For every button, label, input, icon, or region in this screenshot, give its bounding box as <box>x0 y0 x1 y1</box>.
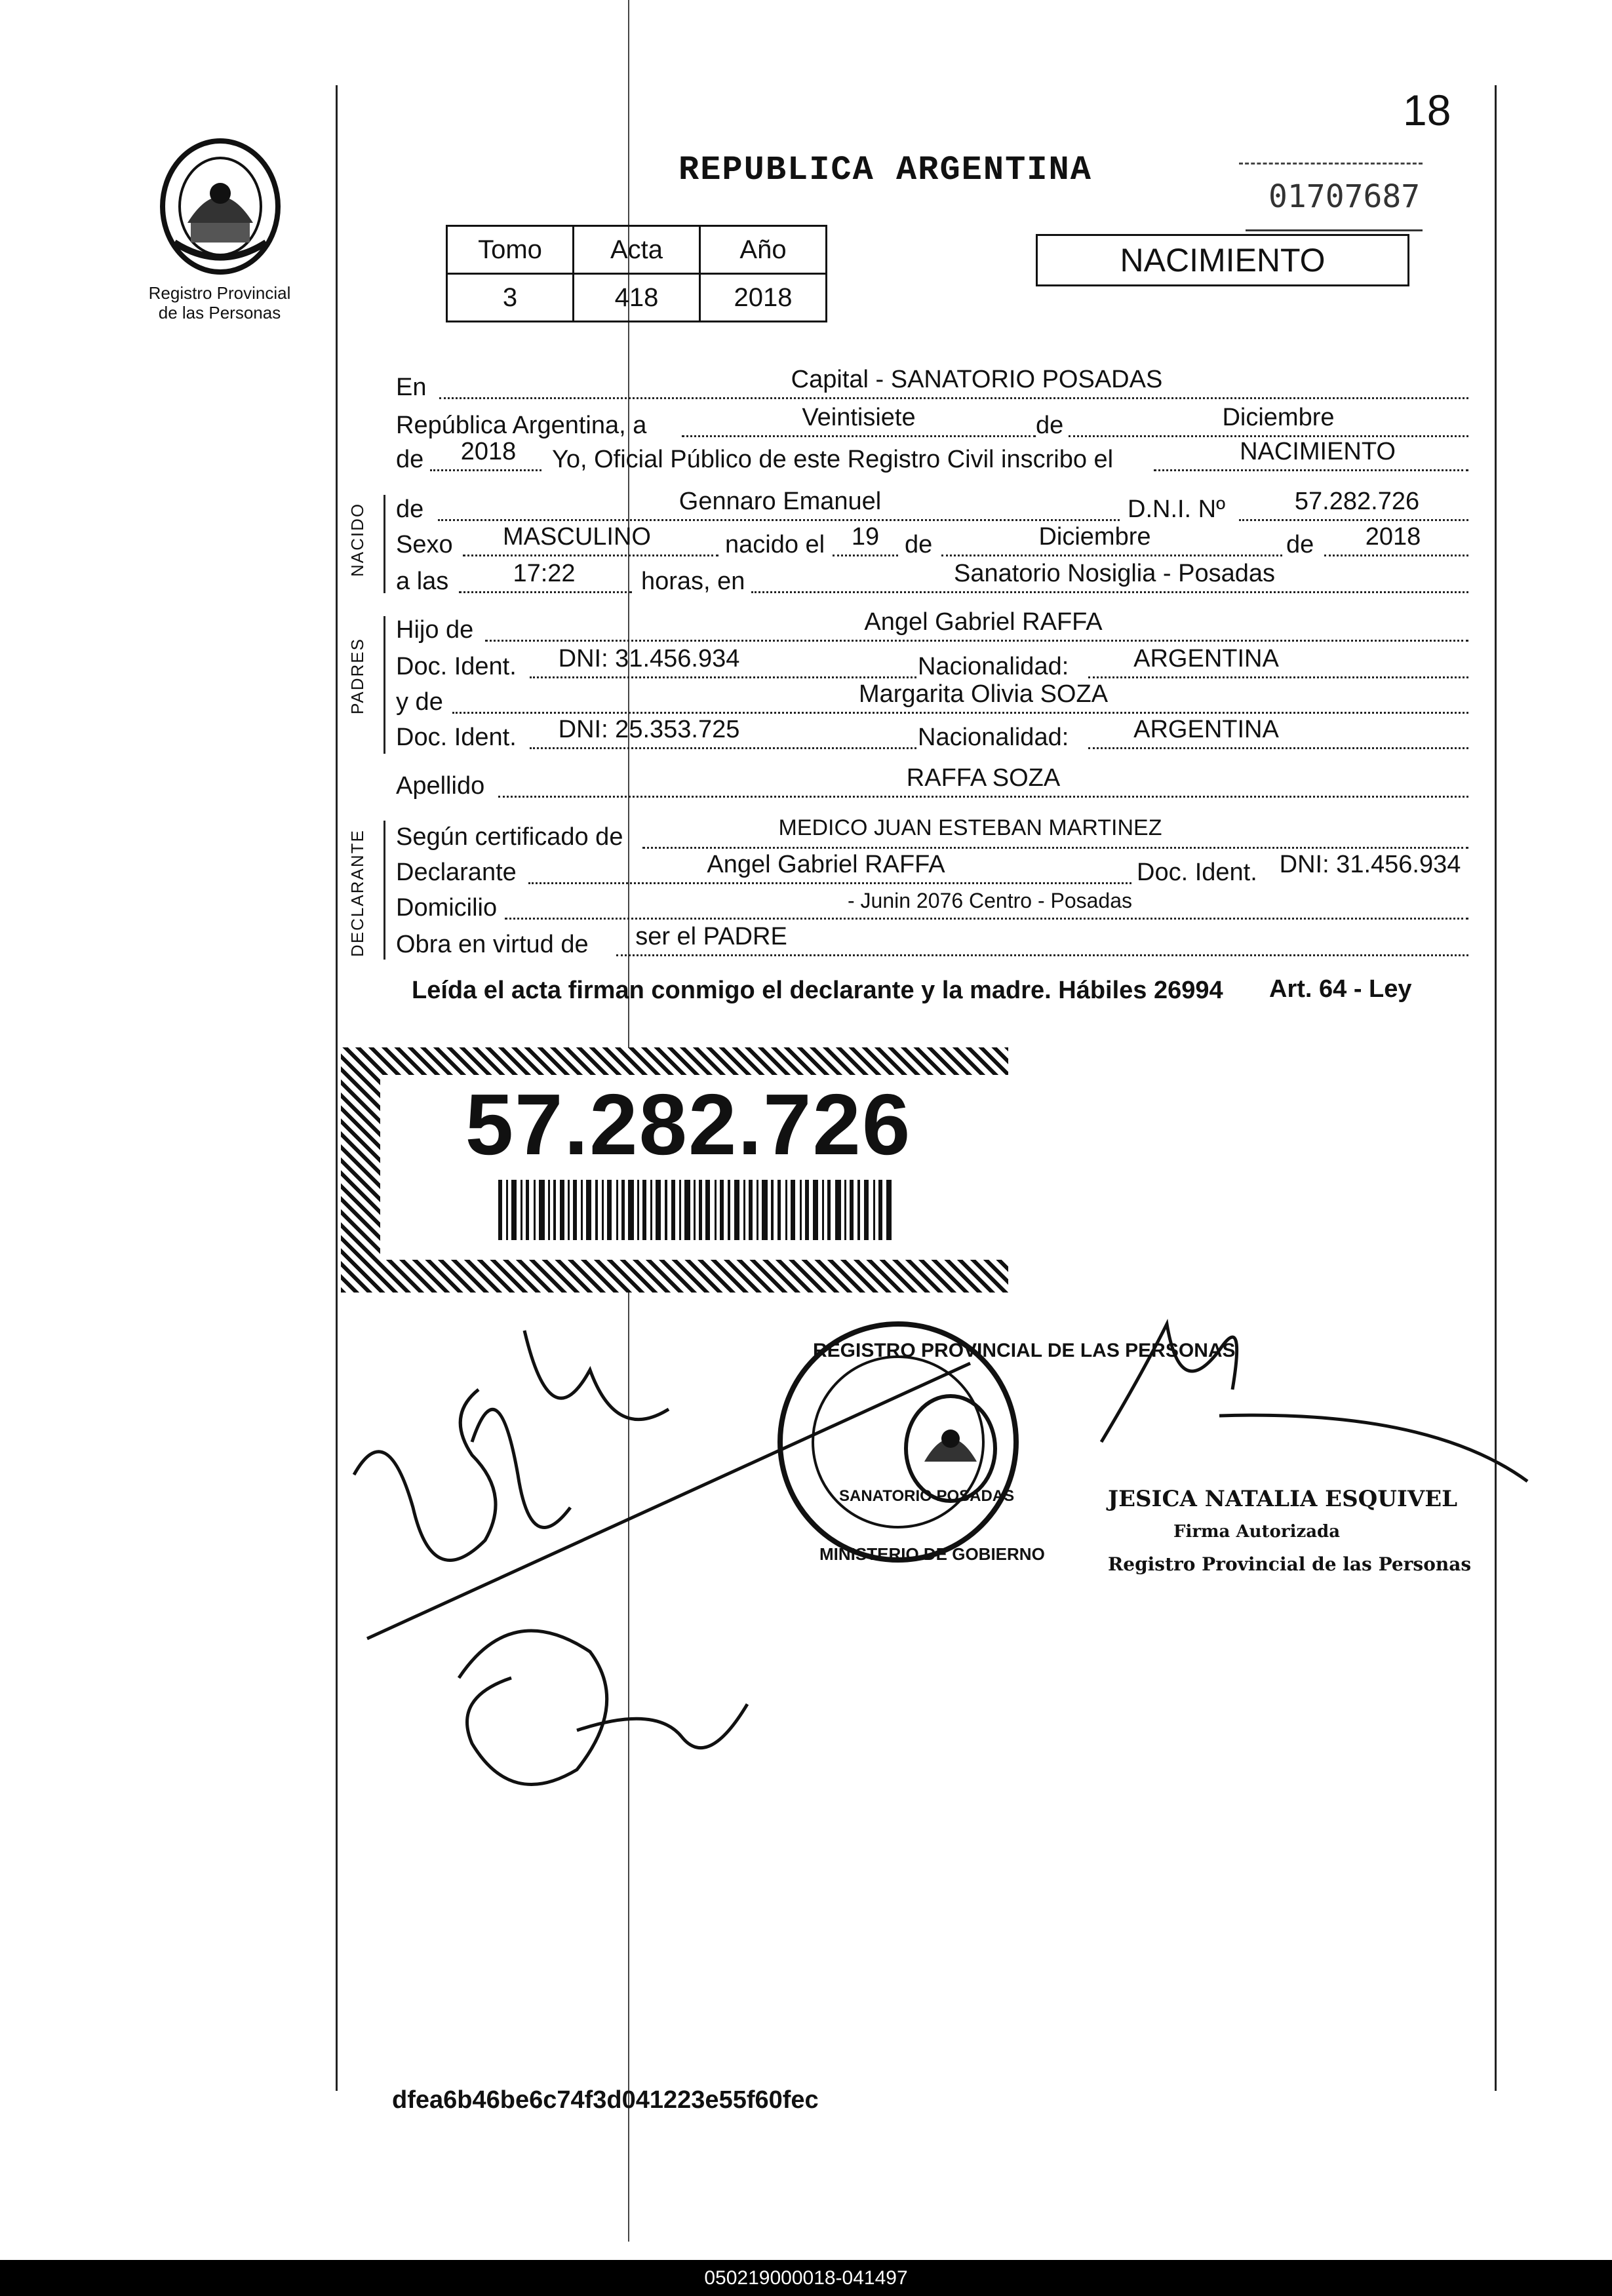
dots-obra <box>616 954 1468 956</box>
register-value-acta: 418 <box>574 274 700 322</box>
label-yo-oficial: Yo, Oficial Público de este Registro Civil inscribo el <box>552 446 1114 473</box>
label-de-nombre: de <box>396 496 424 523</box>
register-value-anio: 2018 <box>700 274 827 322</box>
register-value-tomo: 3 <box>447 274 574 322</box>
value-mes-nacimiento: Diciembre <box>1038 523 1151 551</box>
value-madre-nacionalidad: ARGENTINA <box>1133 716 1279 743</box>
dots-domicilio <box>505 918 1468 920</box>
official-role: Firma Autorizada <box>1173 1522 1341 1542</box>
label-sexo: Sexo <box>396 531 453 558</box>
barcode-icon <box>498 1180 892 1240</box>
official-block <box>1108 1483 1471 1581</box>
value-nombre: Gennaro Emanuel <box>678 488 882 515</box>
country-title: REPUBLICA ARGENTINA <box>678 151 1092 189</box>
label-nacido-el: nacido el <box>725 531 825 558</box>
nacido-bracket <box>383 495 385 593</box>
value-madre-doc: DNI: 25.353.725 <box>558 716 740 743</box>
dots-apellido <box>498 796 1468 798</box>
dots-en <box>439 397 1468 399</box>
value-sexo: MASCULINO <box>503 523 651 551</box>
value-certificado: MEDICO JUAN ESTEBAN MARTINEZ <box>778 815 1162 840</box>
label-a-las: a las <box>396 568 449 595</box>
label-apellido: Apellido <box>396 772 485 800</box>
dots-nac-madre <box>1088 747 1468 749</box>
value-anio-nacimiento: 2018 <box>1365 523 1421 551</box>
dots-lugar-nac <box>751 591 1468 593</box>
closing-article: Art. 64 - Ley <box>1269 975 1412 1003</box>
dots-hora <box>459 591 632 593</box>
register-header-tomo: Tomo <box>447 226 574 274</box>
label-republica: República Argentina, a <box>396 412 647 439</box>
section-label-nacido: NACIDO <box>347 502 367 577</box>
footer-barcode-text: 050219000018-041497 <box>0 2260 1612 2296</box>
round-seal-inner-text: SANATORIO POSADAS <box>839 1487 1015 1505</box>
value-lugar: Capital - SANATORIO POSADAS <box>791 366 1163 393</box>
label-de-anio2: de <box>1286 531 1314 558</box>
serial-underline <box>1246 229 1423 231</box>
declarante-bracket <box>383 821 385 960</box>
value-domicilio: - Junin 2076 Centro - Posadas <box>847 889 1133 912</box>
value-mes-inscripcion: Diciembre <box>1222 404 1335 431</box>
label-hijo-de: Hijo de <box>396 616 474 644</box>
signatures-and-seal <box>315 1311 1560 1901</box>
register-table <box>446 225 827 322</box>
label-doc-madre: Doc. Ident. <box>396 724 517 751</box>
label-y-de: y de <box>396 688 443 716</box>
registry-caption <box>131 283 308 322</box>
dni-stamp-number: 57.282.726 <box>465 1076 912 1173</box>
registry-caption-line2: de las Personas <box>158 303 281 322</box>
label-doc-padre: Doc. Ident. <box>396 653 517 680</box>
dots-anio-nac <box>1324 555 1468 556</box>
dots-doc-padre <box>530 676 916 678</box>
value-tipo-acta: NACIMIENTO <box>1240 438 1396 465</box>
value-declarante-doc: DNI: 31.456.934 <box>1279 851 1461 878</box>
label-obra-en-virtud: Obra en virtud de <box>396 931 589 958</box>
closing-text: Leída el acta firman conmigo el declarante y la madre. Hábiles 26994 <box>412 977 1223 1004</box>
round-seal-bottom-text: MINISTERIO DE GOBIERNO <box>819 1544 1045 1564</box>
value-obra-en-virtud: ser el PADRE <box>635 923 787 950</box>
register-value-row <box>447 274 827 322</box>
round-seal-outer-text: REGISTRO PROVINCIAL DE LAS PERSONAS <box>813 1340 1236 1361</box>
value-declarante: Angel Gabriel RAFFA <box>707 851 945 878</box>
serial-number: 01707687 <box>1268 178 1421 215</box>
record-type-box: NACIMIENTO <box>1036 234 1409 286</box>
value-padre-doc: DNI: 31.456.934 <box>558 645 740 672</box>
value-dia-inscripcion: Veintisiete <box>802 404 916 431</box>
dots-dia-nac <box>833 555 898 556</box>
dots-dni <box>1239 519 1468 521</box>
register-header-row <box>447 226 827 274</box>
dots-mes-nac <box>941 555 1282 556</box>
label-dni: D.N.I. Nº <box>1128 496 1225 523</box>
label-nac-padre: Nacionalidad: <box>918 653 1069 680</box>
value-dia-nacimiento: 19 <box>851 523 880 551</box>
value-apellido: RAFFA SOZA <box>906 764 1061 792</box>
label-domicilio: Domicilio <box>396 894 498 922</box>
label-doc-declarante: Doc. Ident. <box>1137 859 1257 886</box>
value-anio-inscripcion: 2018 <box>460 438 517 465</box>
page-number: 18 <box>1403 86 1451 134</box>
dots-declarante <box>528 882 1131 884</box>
dots-madre <box>452 712 1468 714</box>
label-de-mes: de <box>1036 412 1064 439</box>
section-label-padres: PADRES <box>347 638 367 714</box>
value-padre-nacionalidad: ARGENTINA <box>1133 645 1279 672</box>
label-nac-madre: Nacionalidad: <box>918 724 1069 751</box>
official-office: Registro Provincial de las Personas <box>1108 1553 1472 1575</box>
dots-doc-madre <box>530 747 916 749</box>
registry-caption-line1: Registro Provincial <box>148 283 291 303</box>
section-label-declarante: DECLARANTE <box>347 829 367 957</box>
dots-anio <box>430 469 541 471</box>
document-hash: dfea6b46be6c74f3d041223e55f60fec <box>392 2086 819 2114</box>
register-header-acta: Acta <box>574 226 700 274</box>
province-seal-icon <box>155 131 286 275</box>
value-madre: Margarita Olivia SOZA <box>858 680 1109 708</box>
dots-padre <box>485 640 1468 642</box>
value-lugar-nacimiento: Sanatorio Nosiglia - Posadas <box>953 560 1276 587</box>
value-padre: Angel Gabriel RAFFA <box>864 608 1103 636</box>
dots-dia <box>682 435 1036 437</box>
label-de-anio: de <box>396 446 424 473</box>
dots-mes <box>1069 435 1468 437</box>
dots-certificado <box>642 847 1468 849</box>
value-dni: 57.282.726 <box>1294 488 1420 515</box>
label-segun-certificado: Según certificado de <box>396 823 623 851</box>
label-de-mes2: de <box>905 531 933 558</box>
dots-nac-padre <box>1088 676 1468 678</box>
dots-nombre <box>438 519 1120 521</box>
register-header-anio: Año <box>700 226 827 274</box>
value-hora: 17:22 <box>513 560 576 587</box>
serial-rule <box>1239 163 1423 165</box>
label-declarante: Declarante <box>396 859 517 886</box>
dots-tipo <box>1154 469 1468 471</box>
label-en: En <box>396 374 427 401</box>
official-name: JESICA NATALIA ESQUIVEL <box>1108 1486 1458 1512</box>
label-horas-en: horas, en <box>641 568 745 595</box>
padres-bracket <box>383 616 385 754</box>
dots-sexo <box>463 555 718 556</box>
